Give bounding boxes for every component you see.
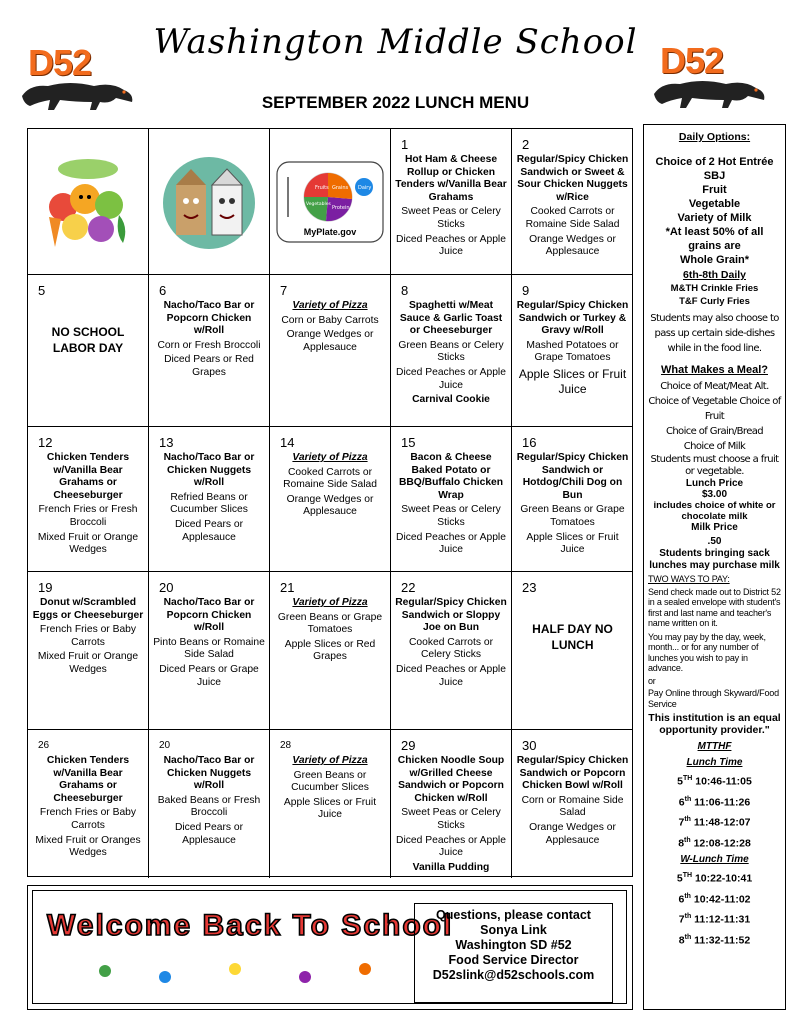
menu-entree: Regular/Spicy Chicken Sandwich or Hotdog/Chili Dog on Bun (516, 452, 629, 501)
menu-side: Orange Wedges or Applesauce (529, 233, 616, 258)
day-number: 9 (522, 283, 530, 298)
calendar-day-cell (512, 730, 633, 878)
menu-side: Corn or Fresh Broccoli (157, 339, 261, 351)
menu-calendar-grid (27, 128, 633, 877)
menu-side: Mixed Fruit or Oranges Wedges (35, 834, 141, 859)
menu-entree: Chicken Tenders w/Vanilla Bear Grahams or Cheeseburger (46, 452, 130, 501)
menu-side: French Fries or Baby Carrots (39, 624, 137, 648)
daily-option-1: Choice of 2 Hot Entrée (655, 156, 774, 168)
meal-item-5: Students must choose a fruit or vegetable. (650, 454, 779, 477)
milk-price: .50 (707, 536, 722, 547)
menu-side: Apple Slices or Red Grapes (284, 638, 376, 663)
menu-side: Diced Peaches or Apple Juice (396, 233, 506, 258)
pay-or: or (648, 675, 656, 686)
day-number: 1 (401, 137, 409, 152)
day-number: 13 (159, 435, 174, 450)
image-cell-milk (149, 129, 270, 275)
time-range: 12:08-12:28 (690, 837, 751, 849)
menu-side: Corn or Baby Carrots (281, 314, 379, 326)
grade-number: 7 (678, 913, 685, 926)
myplate-grains-label: Grains (332, 185, 349, 191)
calendar-day-cell (149, 730, 270, 878)
day-number: 30 (522, 738, 537, 753)
d52-logo-text: D52 (28, 42, 92, 83)
menu-side: Sweet Peas or Celery Sticks (401, 504, 501, 528)
myplate-dairy-label: Dairy (358, 185, 372, 191)
calendar-day-cell (512, 275, 633, 427)
welcome-back-to-school-icon (45, 897, 454, 997)
lunch-time-row (648, 833, 781, 852)
calendar-day-cell (149, 275, 270, 427)
calendar-day-cell (391, 730, 512, 878)
lunch-time-row (648, 792, 781, 811)
sack-lunch-note: Students bringing sack lunches may purchase milk (649, 548, 780, 571)
contact-line-4: Food Service Director (448, 953, 579, 967)
lunch-time-row (648, 868, 781, 887)
contact-email[interactable]: D52slink@d52schools.com (432, 968, 595, 982)
day-number: 28 (280, 740, 292, 751)
daily-option-6: *At least 50% of all grains are (665, 226, 764, 252)
calendar-day-cell (391, 275, 512, 427)
grade-number: 5 (677, 775, 683, 788)
menu-side: Cooked Carrots or Romaine Side Salad (283, 466, 377, 491)
equal-opportunity: This institution is an equal opportunity provider." (648, 712, 781, 736)
menu-entree: Chicken Tenders w/Vanilla Bear Grahams or Cheeseburger (46, 755, 130, 804)
lunch-price-label: Lunch Price (685, 478, 744, 489)
lunch-time-row (648, 771, 781, 790)
menu-entree: Donut w/Scrambled Eggs or Cheeseburger (32, 597, 144, 621)
day-number: 7 (280, 283, 288, 298)
calendar-day-cell (391, 572, 512, 730)
menu-side: Diced Pears or Applesauce (174, 518, 244, 543)
menu-side: Diced Pears or Red Grapes (164, 354, 254, 378)
menu-entree: Regular/Spicy Chicken Sandwich or Sloppy Joe on Bun (395, 597, 507, 634)
welcome-banner-text: Welcome Back To School (47, 909, 454, 942)
lunch-times-list (648, 771, 781, 851)
menu-side: Corn or Romaine Side Salad (521, 794, 624, 819)
calendar-day-cell (270, 427, 391, 572)
menu-side: Mashed Potatoes or Grape Tomatoes (526, 339, 619, 364)
day-number: 8 (401, 283, 409, 298)
menu-side: French Fries or Fresh Broccoli (38, 504, 138, 528)
daily-option-7: Whole Grain* (679, 254, 750, 266)
mth-fries: M&TH Crinkle Fries (670, 283, 759, 294)
menu-entree: Nacho/Taco Bar or Chicken Nuggets w/Roll (163, 755, 255, 792)
calendar-day-cell (391, 427, 512, 572)
day-number: 2 (522, 137, 530, 152)
menu-side: Sweet Peas or Celery Sticks (401, 206, 501, 230)
menu-side: Diced Peaches or Apple Juice (396, 663, 506, 688)
grade-suffix: TH (682, 775, 693, 782)
calendar-day-cell (149, 572, 270, 730)
menu-side: Green Beans or Grape Tomatoes (520, 504, 625, 528)
daily-option-3: Fruit (702, 184, 727, 196)
day-number: 26 (38, 740, 50, 751)
menu-entree: Variety of Pizza (292, 755, 368, 766)
d52-logo-left (20, 42, 138, 112)
menu-side: Diced Pears or Applesauce (174, 821, 244, 846)
grade-suffix: th (684, 892, 691, 900)
milk-cartons-icon (156, 155, 262, 251)
calendar-day-cell (28, 572, 149, 730)
time-range: 10:22-10:41 (692, 872, 753, 885)
calendar-day-cell (512, 427, 633, 572)
meal-item-4: Choice of Milk (683, 441, 746, 452)
tf-fries: T&F Curly Fries (679, 296, 750, 307)
grade-number: 8 (678, 934, 685, 946)
banner-inner-frame (32, 890, 627, 1004)
menu-side: Diced Peaches or Apple Juice (396, 366, 506, 391)
calendar-day-cell (28, 275, 149, 427)
panther-icon (20, 72, 138, 114)
no-school-notice: NO SCHOOL LABOR DAY (51, 325, 125, 355)
calendar-day-cell (270, 275, 391, 427)
time-range: 10:46-11:05 (692, 775, 752, 788)
calendar-day-cell (270, 572, 391, 730)
calendar-day-cell (149, 427, 270, 572)
school-title: Washington Middle School (153, 22, 638, 62)
menu-entree: Variety of Pizza (292, 300, 368, 311)
menu-title: SEPTEMBER 2022 LUNCH MENU (261, 93, 530, 112)
menu-side: Cooked Carrots or Romaine Side Salad (525, 206, 620, 230)
day-number: 5 (38, 283, 46, 298)
time-range: 11:32-11:52 (691, 934, 751, 946)
lunch-time-title: Lunch Time (686, 757, 743, 768)
menu-side: Sweet Peas or Celery Sticks (401, 807, 501, 831)
menu-entree: Spaghetti w/Meat Sauce & Garlic Toast or Cheeseburger (399, 300, 503, 337)
grade-number: 8 (678, 837, 685, 849)
lunch-time-row (648, 909, 781, 928)
lunch-price: $3.00 (701, 489, 728, 500)
daily-option-2: SBJ (703, 170, 726, 182)
contact-box (414, 903, 613, 1003)
lunch-time-row (648, 930, 781, 949)
day-number: 19 (38, 580, 53, 595)
day-number: 20 (159, 740, 171, 751)
meal-item-2: Choice of Vegetable Choice of Fruit (648, 396, 781, 422)
day-number: 23 (522, 580, 537, 595)
what-makes-meal-title: What Makes a Meal? (661, 364, 768, 376)
grade-suffix: th (684, 795, 692, 803)
menu-entree: Bacon & Cheese Baked Potato or BBQ/Buffalo Chicken Wrap (398, 452, 504, 501)
menu-side: Orange Wedges or Applesauce (529, 821, 616, 846)
menu-entree: Regular/Spicy Chicken Sandwich or Popcorn Chicken Bowl w/Roll (516, 755, 629, 792)
menu-entree: Nacho/Taco Bar or Popcorn Chicken w/Roll (163, 300, 255, 337)
contact-line-3: Washington SD #52 (455, 938, 572, 952)
grade-suffix: th (684, 913, 692, 920)
menu-side: Diced Peaches or Apple Juice (396, 531, 506, 556)
calendar-day-cell (270, 730, 391, 878)
grade-suffix: TH (682, 872, 693, 879)
day-number: 6 (159, 283, 167, 298)
menu-side: Mixed Fruit or Orange Wedges (37, 651, 139, 675)
time-range: 11:48-12:07 (690, 816, 751, 829)
meal-item-1: Choice of Meat/Meat Alt. (660, 381, 769, 392)
lunch-price-note: includes choice of white or chocolate milk (653, 500, 776, 522)
mtthf-label: MTTHF (697, 741, 732, 752)
day-number: 22 (401, 580, 416, 595)
panther-icon (652, 70, 770, 112)
calendar-day-cell (512, 129, 633, 275)
day-number: 12 (38, 435, 53, 450)
day-number: 16 (522, 435, 537, 450)
grade-number: 6 (678, 796, 685, 808)
image-cell-myplate (270, 129, 391, 275)
day-number: 20 (159, 580, 174, 595)
menu-side: Orange Wedges or Applesauce (286, 329, 374, 353)
menu-side: Baked Beans or Fresh Broccoli (157, 794, 261, 819)
calendar-day-cell (512, 572, 633, 730)
menu-side: Refried Beans or Cucumber Slices (170, 491, 248, 516)
day-number: 21 (280, 580, 295, 595)
menu-entree: Nacho/Taco Bar or Popcorn Chicken w/Roll (163, 597, 255, 634)
menu-entree: Variety of Pizza (292, 452, 368, 463)
bottom-banner (27, 885, 633, 1010)
grade-suffix: th (684, 816, 691, 823)
menu-side: Green Beans or Cucumber Slices (291, 769, 369, 794)
day-number: 15 (401, 435, 416, 450)
myplate-icon (276, 161, 384, 243)
no-school-notice: HALF DAY NO LUNCH (532, 622, 613, 652)
menu-entree: Vanilla Pudding (412, 861, 490, 873)
image-cell-fruits (28, 129, 149, 275)
side-dish-note: Students may also choose to pass up certain side-dishes while in the food line. (650, 313, 779, 354)
daily-option-5: Variety of Milk (677, 212, 752, 224)
menu-side: Orange Wedges or Applesauce (286, 493, 374, 518)
d52-logo-text: D52 (660, 40, 724, 81)
menu-side: Apple Slices or Fruit Juice (526, 531, 619, 556)
menu-side: Apple Slices or Fruit Juice (283, 796, 377, 821)
grade-number: 5 (676, 872, 683, 885)
menu-entree: Regular/Spicy Chicken Sandwich or Turkey & Gravy w/Roll (516, 300, 629, 337)
grade-number: 7 (678, 816, 685, 829)
myplate-fruits-label: Fruits (315, 185, 329, 191)
menu-side: Diced Pears or Grape Juice (159, 663, 259, 688)
menu-side: French Fries or Baby Carrots (39, 807, 137, 831)
time-range: 11:06-11:26 (691, 796, 751, 808)
day-number: 14 (280, 435, 295, 450)
menu-entree: Nacho/Taco Bar or Chicken Nuggets w/Roll (163, 452, 255, 489)
myplate-vegetables-label: Vegetables (306, 202, 331, 207)
grade-suffix: th (684, 836, 691, 844)
time-range: 11:12-11:31 (691, 913, 751, 926)
sidebar-info-panel (643, 124, 786, 1010)
daily-options-title: Daily Options: (678, 131, 751, 143)
grade-suffix: th (684, 933, 692, 941)
fruits-vegetables-icon (33, 147, 143, 257)
menu-side: Cooked Carrots or Celery Sticks (408, 636, 494, 661)
menu-entree: Carnival Cookie (412, 394, 490, 406)
menu-side: Diced Peaches or Apple Juice (396, 834, 506, 859)
menu-entree: Variety of Pizza (292, 597, 368, 608)
menu-entree: Hot Ham & Cheese Rollup or Chicken Tenders w/Vanilla Bear Grahams (395, 154, 507, 203)
menu-entree: Chicken Noodle Soup w/Grilled Cheese Sandwich or Popcorn Chicken w/Roll (397, 755, 505, 804)
day-number: 29 (401, 738, 416, 753)
calendar-day-cell (28, 730, 149, 878)
contact-line-1: Questions, please contact (436, 908, 591, 922)
lunch-time-row (648, 812, 781, 831)
d52-logo-right (652, 40, 770, 110)
menu-side: Apple Slices or Fruit Juice (518, 366, 627, 396)
w-lunch-times-list (648, 868, 781, 948)
menu-side: Mixed Fruit or Orange Wedges (37, 531, 139, 556)
myplate-protein-label: Protein (332, 205, 350, 211)
menu-side: Green Beans or Grape Tomatoes (277, 611, 383, 636)
daily-option-4: Vegetable (688, 198, 741, 210)
myplate-caption: MyPlate.gov (303, 227, 357, 237)
lunch-time-row (648, 889, 781, 908)
menu-side: Pinto Beans or Romaine Side Salad (153, 636, 265, 661)
pay-option-2: You may pay by the day, week, month... or for any number of lunches you wish to pay in advance. (648, 631, 766, 673)
menu-entree: Regular/Spicy Chicken Sandwich or Sweet & Sour Chicken Nuggets w/Rice (516, 154, 629, 203)
calendar-day-cell (391, 129, 512, 275)
calendar-day-cell (28, 427, 149, 572)
pay-option-3: Pay Online through Skyward/Food Service (648, 688, 779, 709)
grades-daily-label: 6th-8th Daily (682, 269, 746, 281)
time-range: 10:42-11:02 (690, 893, 751, 905)
contact-line-2: Sonya Link (480, 923, 547, 937)
w-lunch-time-title: W-Lunch Time (680, 854, 749, 865)
two-ways-pay-title: TWO WAYS TO PAY: (648, 574, 730, 584)
meal-item-3: Choice of Grain/Bread (665, 426, 764, 437)
milk-price-label: Milk Price (691, 522, 738, 533)
menu-side: Green Beans or Celery Sticks (398, 339, 504, 364)
grade-number: 6 (678, 893, 685, 905)
pay-option-1: Send check made out to District 52 in a sealed envelope with student's first and last name and teacher's name written on it. (648, 586, 781, 628)
